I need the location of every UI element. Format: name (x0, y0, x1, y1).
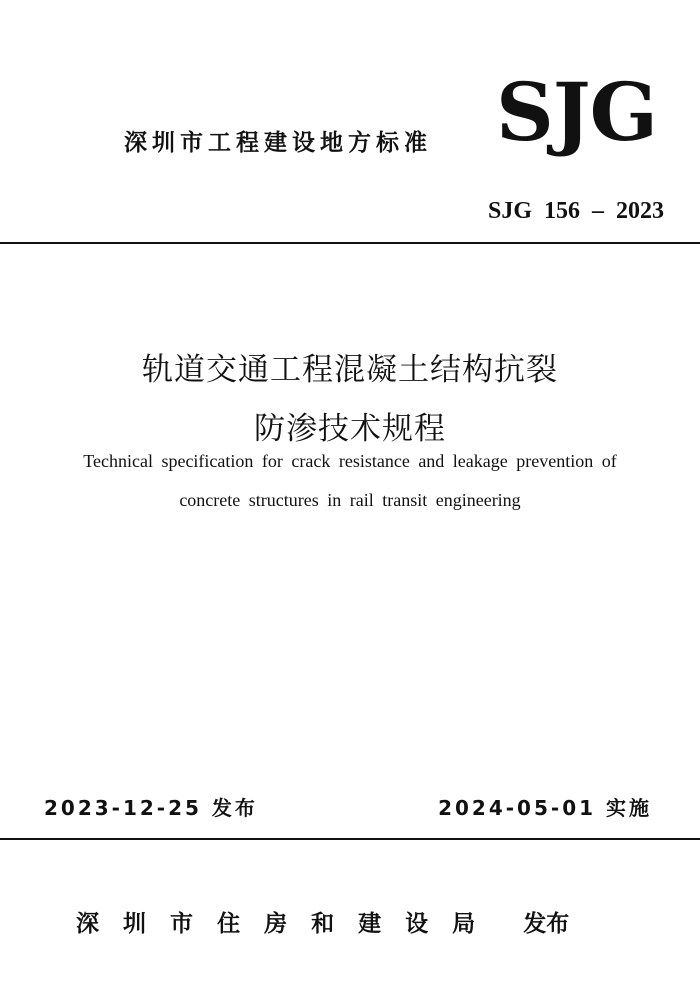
sjg-logo: SJG (496, 65, 657, 159)
implement-date: 2024-05-01 实施 (438, 796, 652, 820)
standard-type-label: 深圳市工程建设地方标准 (124, 130, 432, 156)
title-en-line1: Technical specification for crack resistance and leakage prevention of (83, 451, 617, 471)
standard-code: SJG 156 – 2023 (487, 198, 664, 224)
bottom-divider (0, 838, 700, 840)
top-divider (0, 242, 700, 244)
title-cn-line1: 轨道交通工程混凝土结构抗裂 (142, 352, 558, 388)
title-en-line2: concrete structures in rail transit engineering (179, 490, 521, 510)
title-cn-line2: 防渗技术规程 (254, 411, 446, 447)
publisher-line: 深 圳 市 住 房 和 建 设 局 发布 (76, 911, 570, 937)
issue-date: 2023-12-25 发布 (44, 796, 258, 820)
